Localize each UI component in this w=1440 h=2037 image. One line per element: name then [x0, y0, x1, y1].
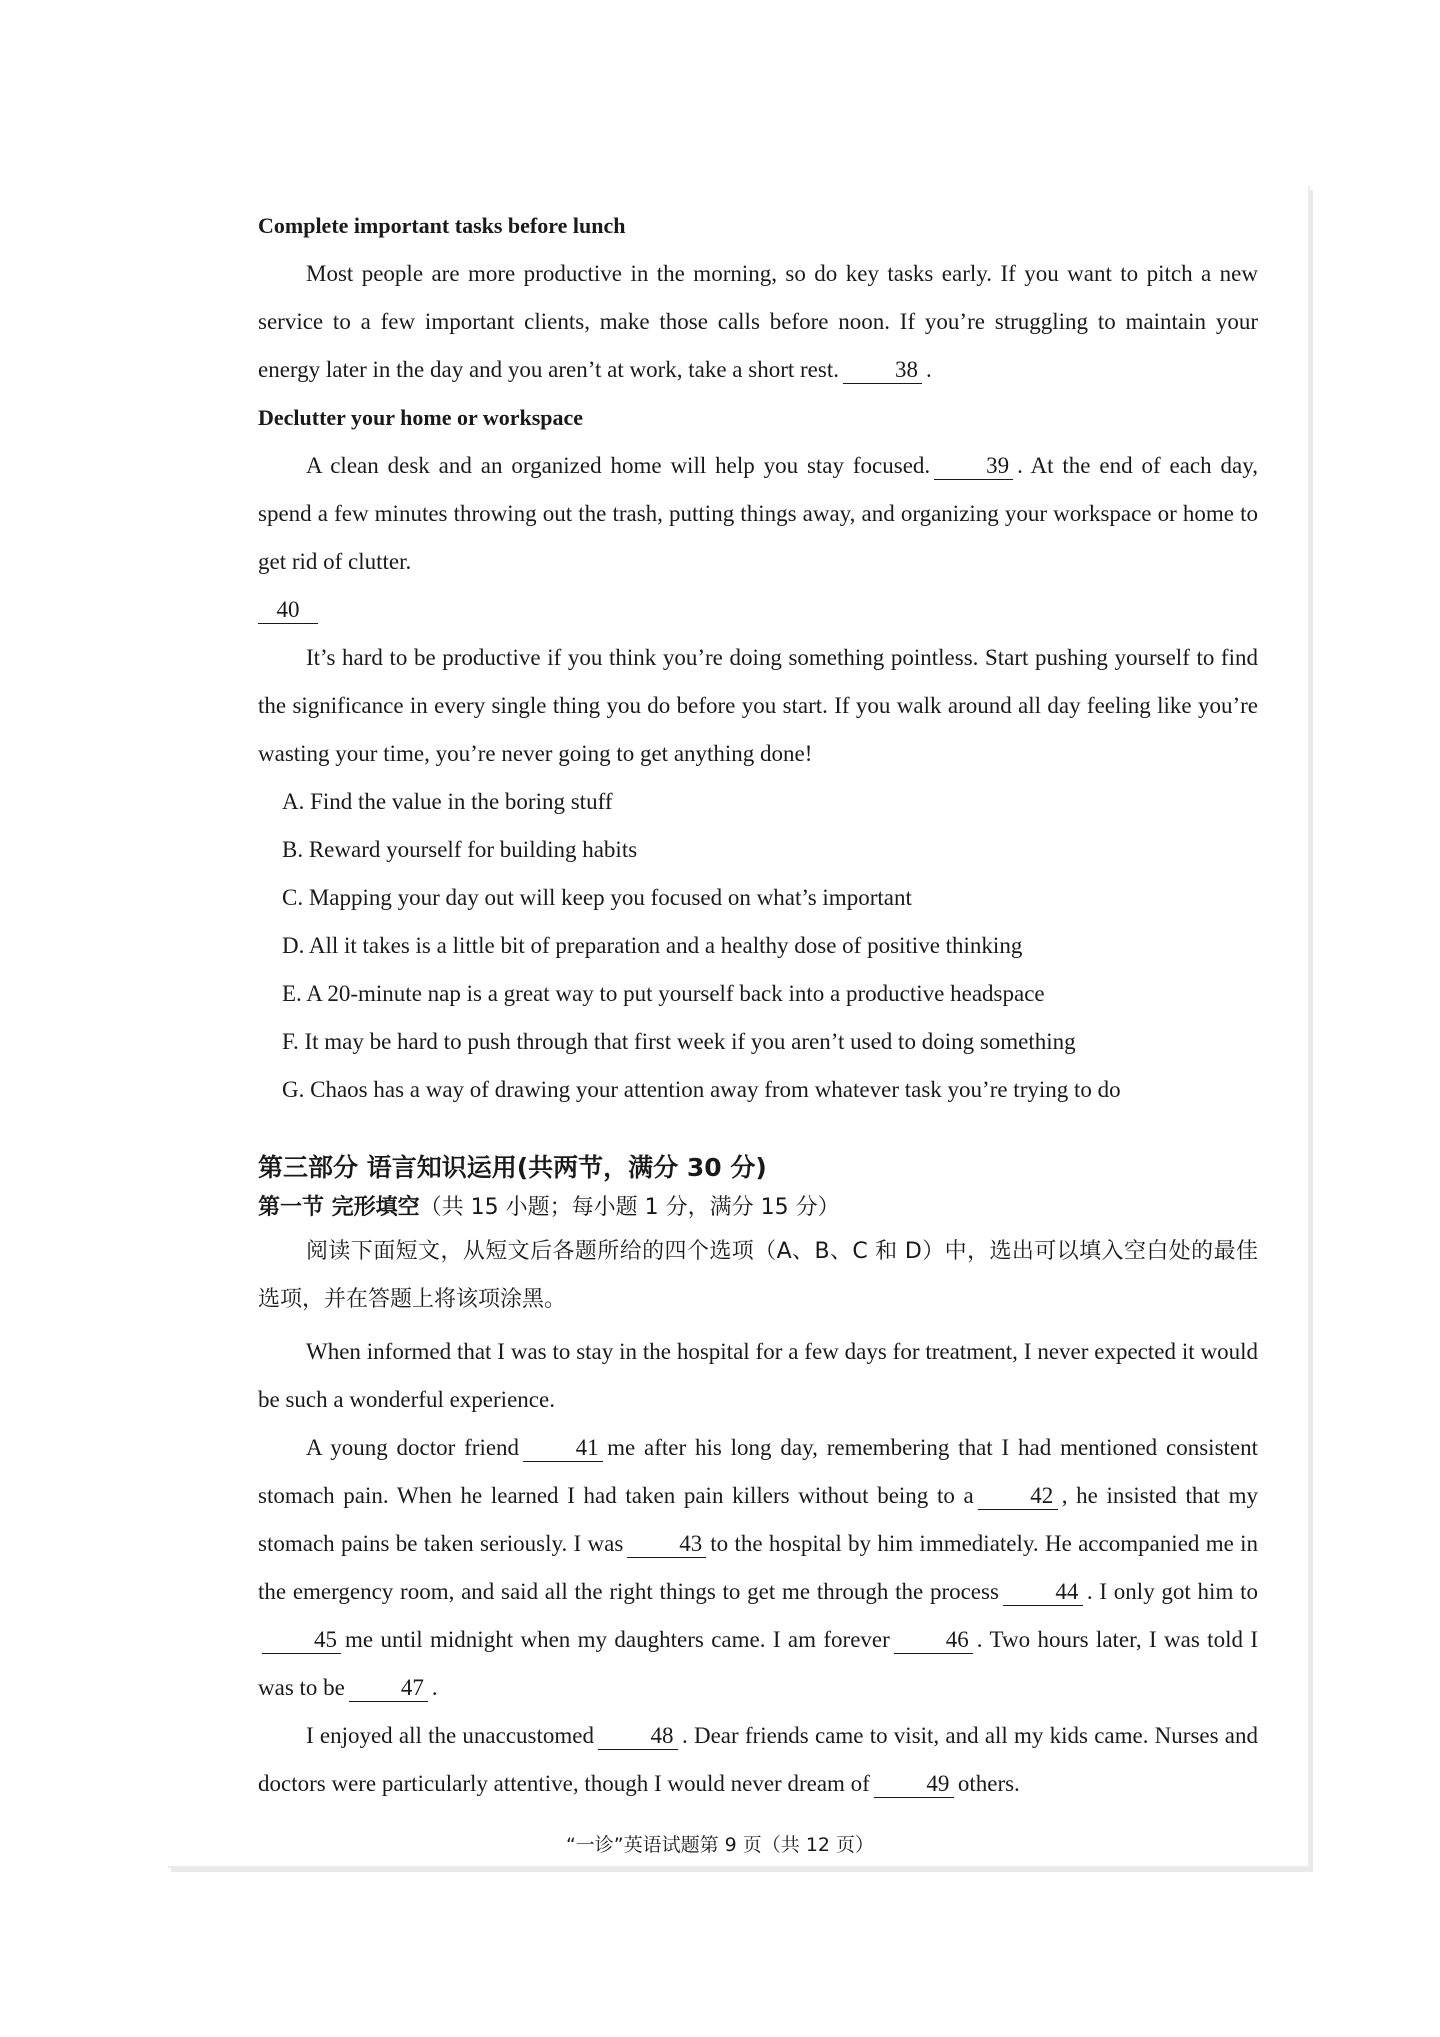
options-list	[258, 778, 1258, 1114]
blank-46: 46	[894, 1627, 973, 1654]
blank-41: 41	[523, 1435, 603, 1462]
blank-48: 48	[598, 1723, 678, 1750]
paragraph-lunch: Most people are more productive in the morning, so do key tasks early. If you want to pitch a new service to a few important clients, make those calls before noon. If you’re struggling to maintain your energy later in the day and you aren’t at work, take a short rest. 38 .	[258, 261, 1258, 382]
blank-44: 44	[1003, 1579, 1083, 1606]
option-g: G. Chaos has a way of drawing your attention away from whatever task you’re trying to do	[282, 1077, 1121, 1102]
option-f: F. It may be hard to push through that first week if you aren’t used to doing something	[282, 1029, 1076, 1054]
cloze-paragraph-3: I enjoyed all the unaccustomed 48 . Dear friends came to visit, and all my kids came. Nurses and doctors were particularly attentive, though I would never dream of 49 others.	[258, 1723, 1258, 1796]
blank-38: 38	[843, 357, 922, 384]
blank-39: 39	[934, 453, 1013, 480]
page-footer: “一诊”英语试题第 9 页（共 12 页）	[565, 1834, 875, 1856]
option-e: E. A 20-minute nap is a great way to put yourself back into a productive headspace	[282, 981, 1045, 1006]
blank-49: 49	[874, 1771, 954, 1798]
cloze-instruction: 阅读下面短文，从短文后各题所给的四个选项（A、B、C 和 D）中，选出可以填入空白处的最佳选项，并在答题上将该项涂黑。	[258, 1239, 1258, 1312]
blank-43: 43	[627, 1531, 706, 1558]
option-c: C. Mapping your day out will keep you focused on what’s important	[282, 885, 912, 910]
blank-40: 40	[258, 597, 318, 624]
blank-42: 42	[978, 1483, 1058, 1510]
cloze-passage	[258, 1328, 1258, 1808]
page-content	[258, 202, 1258, 1808]
section-one-title: 第一节 完形填空（共 15 小题；每小题 1 分，满分 15 分）	[258, 1195, 840, 1220]
paragraph-significance: It’s hard to be productive if you think you’re doing something pointless. Start pushing yourself to find the significance in every single thing you do before you start. If you walk around all day feeling like you’re wasting your time, you’re never going to get anything done!	[258, 645, 1258, 766]
part-three-title: 第三部分 语言知识运用(共两节，满分 30 分)	[258, 1153, 767, 1182]
cloze-paragraph-2: A young doctor friend 41 me after his long day, remembering that I had mentioned consistent stomach pain. When he learned I had taken pain killers without being to a 42 , he insisted that my stomach pains be taken seriously. I was 43 to the hospital by him immediately. He accompanied me in the emergency room, and said all the right things to get me through the process 44 . I only got him to45 me until midnight when my daughters came. I am forever 46 . Two hours later, I was told I was to be 47 .	[258, 1435, 1259, 1700]
option-d: D. All it takes is a little bit of preparation and a healthy dose of positive thinking	[282, 933, 1023, 958]
section-heading-declutter: Declutter your home or workspace	[258, 405, 584, 430]
cloze-paragraph-1: When informed that I was to stay in the hospital for a few days for treatment, I never expected it would be such a wonderful experience.	[258, 1339, 1258, 1412]
option-b: B. Reward yourself for building habits	[282, 837, 638, 862]
paragraph-declutter: A clean desk and an organized home will help you stay focused. 39 . At the end of each day, spend a few minutes throwing out the trash, putting things away, and organizing your workspace or home to get rid of clutter.	[258, 453, 1258, 574]
blank-47: 47	[349, 1675, 428, 1702]
section-heading-lunch: Complete important tasks before lunch	[258, 213, 626, 238]
section-heading-40	[258, 586, 1258, 634]
option-a: A. Find the value in the boring stuff	[282, 789, 613, 814]
blank-45: 45	[262, 1627, 341, 1654]
